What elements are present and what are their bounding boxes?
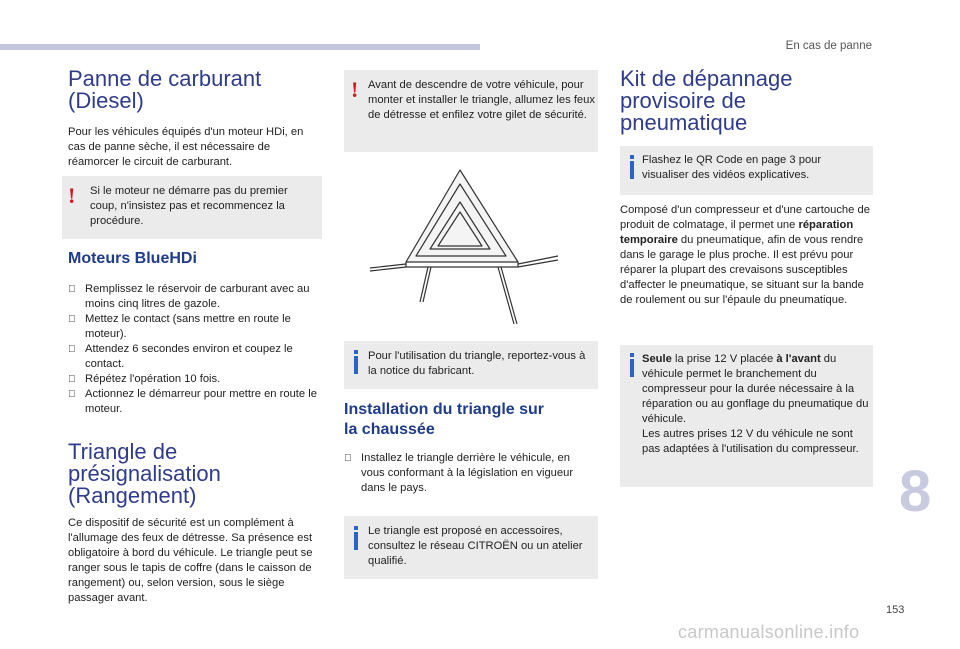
- installation-title-line1: Installation du triangle sur: [344, 401, 545, 418]
- triangle-title-line1: Triangle de: [68, 439, 178, 464]
- bluehdi-title: Moteurs BlueHDi: [68, 250, 197, 267]
- installation-title-line2: la chaussée: [344, 421, 435, 438]
- list-item: [68, 342, 318, 372]
- checkbox-bullet-icon: [344, 451, 352, 466]
- info-bold-avant: à l'avant: [776, 353, 821, 365]
- info-text-mid: la prise 12 V placée: [671, 353, 777, 365]
- triangle-text: Ce dispositif de sécurité est un complément à l'allumage des feux de détresse. Sa présence est obligatoire à bord du véhicule. Le triangle peut se ranger sous le tapis de coffre (dans le caisson de rangement) ou, selon version, sous le siège passager avant.: [68, 517, 313, 604]
- power-socket-info-box: [620, 345, 873, 487]
- checkbox-bullet-icon: [68, 387, 76, 402]
- checkbox-bullet-icon: [68, 312, 76, 327]
- fuel-warning-text: Si le moteur ne démarre pas du premier coup, n'insistez pas et recommencez la procédure.: [90, 185, 288, 227]
- tyre-kit-title-line3: pneumatique: [620, 110, 748, 135]
- list-item: [68, 312, 318, 342]
- description-bold: réparation temporaire: [620, 219, 854, 246]
- info-bold-seule: Seule: [642, 353, 672, 365]
- tyre-kit-title-line1: Kit de dépannage: [620, 66, 793, 91]
- accessory-info-text: Le triangle est proposé en accessoires, consultez le réseau CITROËN ou un atelier qualifié.: [368, 525, 583, 567]
- section-title: En cas de panne: [785, 40, 872, 52]
- triangle-title-line2: présignalisation: [68, 461, 221, 486]
- triangle-info-box: [344, 341, 598, 389]
- list-item: [68, 372, 318, 387]
- info-icon: [630, 161, 634, 179]
- description-part2: du pneumatique, afin de vous rendre dans le garage le plus proche. Il est prévu pour réparer la plupart des crevaisons susceptibles d'affecter le pneumatique, se situant sur la bande de roulement ou sur l'épaule du pneumatique.: [620, 234, 864, 306]
- info-icon: [354, 356, 358, 374]
- qr-info-text: Flashez le QR Code en page 3 pour visualiser des vidéos explicatives.: [642, 154, 822, 181]
- step-text: Attendez 6 secondes environ et coupez le contact.: [85, 343, 293, 370]
- accessory-info-box: [344, 516, 598, 579]
- fuel-intro: Pour les véhicules équipés d'un moteur HDi, en cas de panne sèche, il est nécessaire de réamorcer le circuit de carburant.: [68, 126, 304, 168]
- fuel-title-line2: (Diesel): [68, 88, 144, 113]
- info-text-rest2: Les autres prises 12 V du véhicule ne sont pas adaptées à l'utilisation du compresseur.: [642, 428, 859, 455]
- list-item: [344, 451, 594, 496]
- power-socket-info-text: [642, 352, 870, 457]
- triangle-warning-box: [344, 70, 598, 152]
- warning-triangle-illustration: [368, 166, 578, 332]
- header-bar: [0, 44, 480, 50]
- description-part1: Composé d'un compresseur et d'une cartouche de produit de colmatage, il permet une: [620, 204, 870, 231]
- triangle-title-line3: (Rangement): [68, 483, 197, 508]
- triangle-title: [68, 441, 328, 507]
- warning-icon: !: [68, 183, 76, 208]
- installation-steps: [344, 451, 594, 496]
- list-item: [68, 282, 318, 312]
- warning-icon: !: [351, 77, 359, 102]
- step-text: Installez le triangle derrière le véhicule, en vous conformant à la législation en vigueur dans le pays.: [361, 452, 574, 494]
- tyre-kit-title: [620, 68, 880, 134]
- fuel-warning-box: [62, 176, 322, 239]
- tyre-kit-title-line2: provisoire de: [620, 88, 746, 113]
- step-text: Actionnez le démarreur pour mettre en route le moteur.: [85, 388, 317, 415]
- tyre-kit-description: [620, 203, 876, 308]
- watermark: carmanualsonline.info: [678, 622, 860, 642]
- step-text: Répétez l'opération 10 fois.: [85, 373, 221, 385]
- triangle-warning-text: Avant de descendre de votre véhicule, pour monter et installer le triangle, allumez les feux de détresse et enfilez votre gilet de sécurité.: [368, 79, 595, 121]
- info-icon: [630, 359, 634, 377]
- step-text: Mettez le contact (sans mettre en route le moteur).: [85, 313, 291, 340]
- info-icon: [354, 532, 358, 550]
- installation-title: [344, 400, 604, 440]
- triangle-info-text: Pour l'utilisation du triangle, reportez-vous à la notice du fabricant.: [368, 350, 586, 377]
- page-number: 153: [886, 604, 905, 616]
- qr-info-box: [620, 146, 873, 195]
- list-item: [68, 387, 318, 417]
- checkbox-bullet-icon: [68, 282, 76, 297]
- chapter-number: 8: [899, 459, 932, 524]
- checkbox-bullet-icon: [68, 372, 76, 387]
- fuel-title-line1: Panne de carburant: [68, 66, 262, 91]
- step-text: Remplissez le réservoir de carburant avec au moins cinq litres de gazole.: [85, 283, 310, 310]
- checkbox-bullet-icon: [68, 342, 76, 357]
- fuel-title: [68, 68, 328, 112]
- bluehdi-steps: [68, 282, 318, 417]
- info-text-rest: du véhicule permet le branchement du compresseur pour la durée nécessaire à la réparation ou au gonflage du pneumatique du véhicule.: [642, 353, 869, 425]
